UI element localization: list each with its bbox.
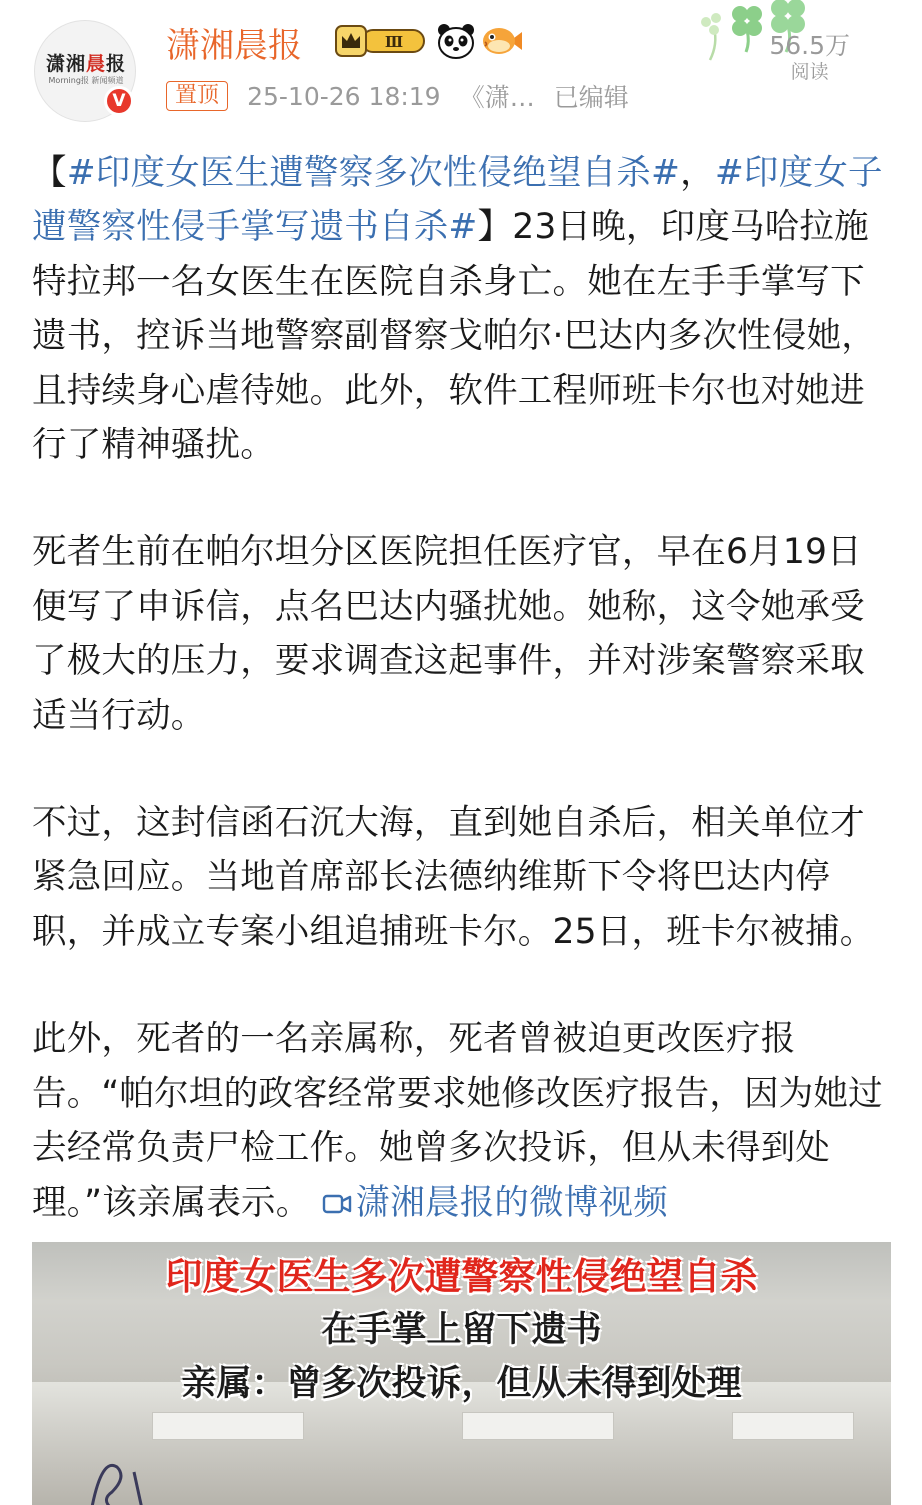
video-thumbnail[interactable] xyxy=(32,1242,891,1505)
paragraph-gap xyxy=(32,472,892,525)
read-count-value: 56.5万 xyxy=(769,31,850,60)
video-link-label: 潇湘晨报的微博视频 xyxy=(355,1182,668,1223)
paragraph-4 xyxy=(32,1012,892,1230)
comma: ， xyxy=(680,153,715,193)
paragraph-1-text: 】23日晚，印度马哈拉施特拉邦一名女医生在医院自杀身亡。她在左手手掌写下遗书，控诉当地警察副督察戈帕尔·巴达内多次性侵她，且持续身心虐待她。此外，软件工程师班卡尔也对她进行了精神骚扰。 xyxy=(32,207,876,466)
panda-badge-icon[interactable] xyxy=(436,22,476,60)
ceiling-light xyxy=(732,1412,854,1440)
handwriting-scribble xyxy=(72,1437,182,1505)
hashtag-link-2[interactable]: #印度女子遭警察性侵手掌写遗书自杀# xyxy=(32,153,883,248)
post-timestamp: 25-10-26 18:19 xyxy=(247,81,441,111)
video-title-line-1: 印度女医生多次遭警察性侵绝望自杀 xyxy=(165,1254,758,1298)
avatar-logo: 潇湘晨报 xyxy=(45,53,127,75)
paragraph-4-text: 此外，死者的一名亲属称，死者曾被迫更改医疗报告。“帕尔坦的政客经常要求她修改医疗报告，因为她过去经常负责尸检工作。她曾多次投诉，但从未得到处理。”该亲属表示。 xyxy=(32,1019,883,1223)
avatar-subtitle: Morning报 新闻频道 xyxy=(48,76,124,85)
video-title-line-2: 在手掌上留下遗书 xyxy=(321,1309,602,1350)
paragraph-gap xyxy=(32,743,892,796)
ceiling-light xyxy=(462,1412,614,1440)
pinned-tag: 置顶 xyxy=(166,81,228,111)
hashtag-link-1[interactable]: #印度女医生遭警察多次性侵绝望自杀# xyxy=(66,153,681,193)
bracket-open: 【 xyxy=(32,153,67,193)
rank-crown-badge-icon[interactable] xyxy=(334,24,426,58)
rank-badge-text: Ⅲ xyxy=(384,33,404,51)
verified-icon: V xyxy=(104,86,134,116)
paragraph-gap xyxy=(32,959,892,1012)
ceiling-light xyxy=(152,1412,304,1440)
post-content xyxy=(32,146,892,1230)
video-title-line-3: 亲属：曾多次投诉，但从未得到处理 xyxy=(181,1363,742,1404)
edited-label[interactable]: 已编辑 xyxy=(553,83,629,112)
read-count xyxy=(769,32,850,84)
video-link[interactable] xyxy=(322,1183,668,1223)
paragraph-2: 死者生前在帕尔坦分区医院担任医疗官，早在6月19日便写了申诉信，点名巴达内骚扰她。她称，这令她承受了极大的压力，要求调查这起事件，并对涉案警察采取适当行动。 xyxy=(32,532,865,736)
post-meta xyxy=(166,78,629,112)
video-camera-icon xyxy=(322,1191,352,1217)
paragraph-1 xyxy=(32,146,892,472)
pufferfish-badge-icon[interactable] xyxy=(480,24,524,58)
author-name[interactable]: 潇湘晨报 xyxy=(166,26,302,66)
post-source[interactable]: 《潇… xyxy=(459,83,535,112)
read-count-label: 阅读 xyxy=(790,61,829,83)
paragraph-3: 不过，这封信函石沉大海，直到她自杀后，相关单位才紧急回应。当地首席部长法德纳维斯下令将巴达内停职，并成立专案小组追捕班卡尔。25日，班卡尔被捕。 xyxy=(32,803,875,952)
